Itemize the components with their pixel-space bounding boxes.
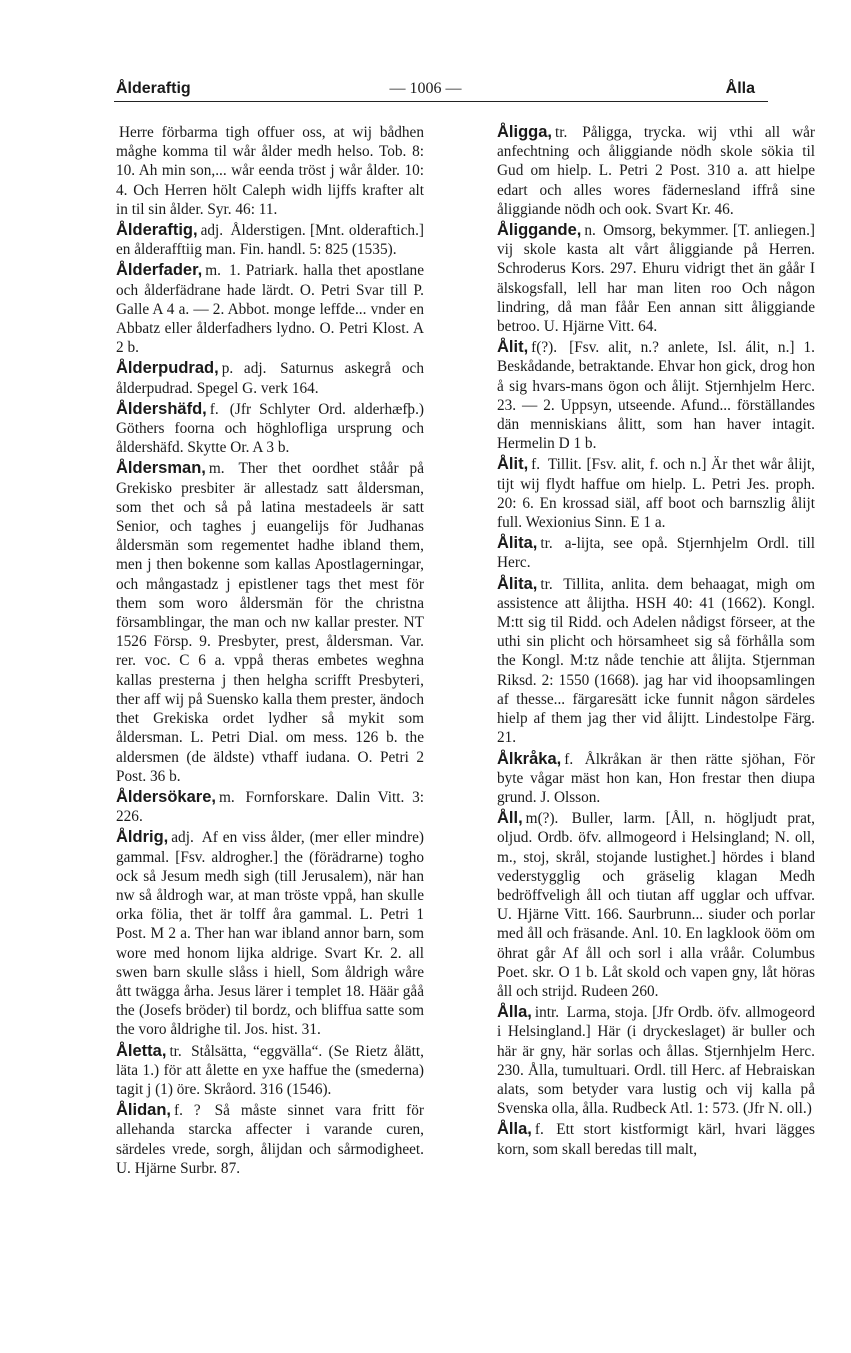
entry-headword: Åldrig,	[116, 828, 169, 847]
entry-grammar: f. ?	[174, 1102, 201, 1120]
entry-text: Fornforskare. Dalin Vitt. 3: 226.	[116, 788, 424, 826]
entry-grammar: tr.	[540, 535, 553, 553]
running-head-left: Ålderaftig	[116, 80, 191, 97]
entry-text: (Jfr Schlyter Ord. alderhæfþ.) Göthers foorna och höghlofliga ursprung och åldershäfd. Skytte Or. A 3 b.	[116, 400, 424, 457]
entry	[497, 123, 815, 219]
entry	[497, 534, 815, 572]
entry-headword: Ålita,	[497, 574, 538, 593]
entry-grammar: adj.	[171, 829, 194, 847]
entry-text: Tillita, anlita. dem behaagat, migh om assistence att ålijtha. HSH 40: 41 (1662). Kongl. M:tt sig til Ridd. och Adelen nådigst förseer, at the uthi sin plicht och hörsamheet sig så förhålla som the Kongl. M:tz nåde tenchie att ålijta. Stjernman Riksd. 2: 1550 (1668). jag har vid ihoopsamlingen af thesse... färgaresätt icke funnit någon särdeles hielp af them jag ther vid ålijtt. Lindestolpe Färg. 21.	[497, 575, 815, 747]
entry-grammar: f.	[564, 750, 574, 768]
entry	[497, 575, 815, 748]
entry	[116, 261, 424, 357]
entry-text: Ålkråkan är then rätte sjöhan, För byte vågar mäst hon kan, Hon frestar then diupa grund. J. Olsson.	[497, 750, 815, 806]
entry-text: Ålderstigen. [Mnt. olderaftich.] en ålderafftiig man. Fin. handl. 5: 825 (1535).	[116, 222, 424, 259]
entry-text: Tillit. [Fsv. alit, f. och n.] Är thet wår ålijt, tijt wij flydt haffue om hielp. L. Petri Jes. proph. 20: 6. En krossad siäl, aff boot och barnszlig ålijt full. Wexionius Sinn. E 1 a.	[497, 456, 816, 532]
entry-text: 1. Patriark. halla thet apostlane och ålderfädrane hade lärdt. O. Petri Svar till P. Galle A 4 a. — 2. Abbot. monge leffde... vnder en Abbatz eller ålderfadhers lydno. O. Petri Klost. A 2 b.	[116, 262, 424, 357]
entry-text: Stålsätta, “eggvälla“. (Se Rietz ålätt, läta 1.) för att ålette en yxe haffue the (smederna) tagit j (1) öre. Skråord. 316 (1546).	[116, 1042, 424, 1098]
entry-headword: Åletta,	[116, 1041, 167, 1060]
entry-grammar: tr.	[169, 1042, 182, 1060]
entry-headword: Åldersökare,	[116, 787, 216, 806]
entry-text: Omsorg, bekymmer. [T. anliegen.] vij skole kasta alt vårt åliggiande på Herren. Schroderus Kors. 297. Ehuru vidrigt thet än gåår I älskogsfall, lell har man liten roo Och någon lindring, då man fåår Een annan sitt åliggiande betroo. U. Hjärne Vitt. 64.	[497, 222, 815, 336]
entry-headword: Ålla,	[497, 1120, 532, 1139]
entry-headword: Åldershäfd,	[116, 399, 207, 418]
entry	[497, 455, 815, 532]
entry	[497, 338, 815, 453]
entry	[497, 750, 815, 808]
entry-headword: Ålla,	[497, 1003, 532, 1022]
entry-grammar: intr.	[534, 1004, 560, 1022]
right-column	[497, 123, 815, 1161]
header-rule	[114, 101, 768, 102]
entry-text: Af en viss ålder, (mer eller mindre) gammal. [Fsv. aldrogher.] the (förädrarne) togho ock så Jesum medh sigh (till Jerusalem), när han nw så åldrogh war, at man tröste vppå, han skulle orka fölia, thet är tolff åra gammal. L. Petri 1 Post. M 2 a. Ther han war ibland annor barn, som wore med honom lijka aldrige. Svart Kr. 2. all swen barn skulle slåss i hiell, Som åldrigh wåre ått twägga årha. Jesus lärer i templet 18. Häär gåå the (Josefs bröder) til bordz, och bliffua satte som the voro åldrighe til. Jos. hist. 31.	[116, 829, 424, 1039]
entry-headword: Ålderaftig,	[116, 221, 198, 240]
entry-text: a-lijta, see opå. Stjernhjelm Ordl. till Herc.	[497, 535, 815, 572]
entry-grammar: tr.	[540, 575, 553, 593]
entry	[116, 1042, 424, 1100]
entry-headword: Ålit,	[497, 338, 529, 357]
left-column	[116, 123, 424, 1180]
entry	[497, 221, 815, 336]
entry-grammar: f.	[209, 400, 219, 418]
entry-headword: Ålkråka,	[497, 749, 562, 768]
entry	[497, 1003, 815, 1118]
entry-grammar: p. adj.	[221, 360, 267, 378]
entry-headword: Ålit,	[497, 455, 529, 474]
entry-text: Så måste sinnet vara fritt för allehanda starcka affecter i varande curen, särdeles vrede, sorgh, ålijdan och sårmodigheet. U. Hjärne Surbr. 87.	[116, 1102, 424, 1177]
entry-headword: Ålderfader,	[116, 261, 203, 280]
entry-grammar: m.	[218, 788, 235, 806]
entry	[116, 1101, 424, 1178]
entry-grammar: m(?).	[525, 810, 559, 828]
entry-grammar: n.	[584, 222, 596, 240]
entry-grammar: f.	[531, 456, 541, 474]
entry-headword: Ålderpudrad,	[116, 359, 219, 378]
entry-grammar: adj.	[200, 222, 224, 240]
entry-text: Saturnus askegrå och ålderpudrad. Spegel G. verk 164.	[116, 360, 424, 397]
entry-grammar: f.	[534, 1121, 544, 1139]
entry	[116, 359, 424, 397]
entry-text: Ett stort kistformigt kärl, hvari lägges korn, som skall beredas till malt,	[497, 1121, 815, 1158]
entry-grammar: f(?).	[531, 339, 558, 357]
entry-text: [Fsv. alit, n.? anlete, Isl. álit, n.] 1. Beskådande, betraktande. Ehvar hon gick, drog hon å sig hvars-mans ögon och ålijt. Stjernhjelm Herc. 23. — 2. Uppsyn, utseende. Afund... förställandes dän menniskians ålitt, som han haver intagit. Hermelin D 1 b.	[497, 339, 816, 453]
entry	[116, 400, 424, 458]
entry	[497, 1120, 815, 1158]
entry	[116, 221, 424, 259]
entry-text: Buller, larm. [Åll, n. högljudt prat, oljud. Ordb. öfv. allmogeord i Helsingland; N. oll, m., stoj, skrål, stojande lustighet.] hördes i bland vederstygglig och gräselig klagan Medh bedröffveligh åll och tiutan aff ugglar och uffvar. U. Hjärne Vitt. 166. Saurbrunn... siuder och porlar med åll och fräsande. Anl. 10. En lagklook ööm om öhrat går Af åll och sorl i alla vråår. Columbus Poet. skr. O 1 b. Låt skold och vapen gny, låt höras åll och strijd. Rudeen 260.	[497, 810, 815, 1000]
running-head-right: Ålla	[725, 80, 755, 97]
entry	[116, 123, 424, 219]
entry-headword: Ålita,	[497, 534, 538, 553]
entry	[116, 459, 424, 785]
entry	[497, 809, 815, 1001]
entry-text: Ther thet oordhet ståår på Grekisko presbiter är allestadz satt åldersman, som thet och så på latina mestadeels är satt Senior, och taghes j euangelijs för Judhanas åldersmän som regementet hadhe ibland them, men j then bokenne som kallas Apostlagerningar, och mångastadz j epistlener tags thet mest för them som woro åldersmän för the christna församblingar, the man och nw kallar prester. NT 1526 Försp. 9. Presbyter, prest, åldersman. Var. rer. voc. C 6 a. vppå theras embetes weghna kallas presterna j then helgha scrifft Presbyteri, ther aff wij på Suensko kalla them prester, ändoch thet Grekiska ordet lydher så mykit som åldersman. L. Petri Dial. om mess. 126 b. the aldersmen (de äldste) vthaff iudana. O. Petri 2 Post. 36 b.	[116, 460, 424, 785]
entry-grammar: m.	[208, 460, 225, 478]
entry-grammar: m.	[205, 262, 221, 280]
entry-text: Herre förbarma tigh offuer oss, at wij bådhen måghe komma til wår ålder medh helso. Tob. 8: 10. Ah min son,... wår eenda tröst j wår ålder. 10: 4. Och Herren hölt Caleph widh lijffs krafter alt in til sin ålder. Syr. 46: 11.	[116, 124, 424, 218]
entry	[116, 788, 424, 826]
entry-text: Påligga, trycka. wij vthi all wår anfechtning och åliggiande nödh skole sökia til Gud om hielp. L. Petri 2 Post. 310 a. att hielpe edart och alles wores fädernesland iffrå sine åliggiande nödh och ook. Svart Kr. 46.	[497, 124, 815, 218]
entry-headword: Ålidan,	[116, 1101, 172, 1120]
entry	[116, 828, 424, 1039]
entry-grammar: tr.	[555, 124, 568, 141]
entry-headword: Åligga,	[497, 123, 553, 141]
entry-headword: Åldersman,	[116, 459, 206, 478]
entry-headword: Åll,	[497, 809, 523, 828]
page-number: — 1006 —	[389, 80, 462, 97]
entry-text: Larma, stoja. [Jfr Ordb. öfv. allmogeord i Helsingland.] Här (i dryckeslaget) är buller och här är gny, här sorlas och ållas. Stjernhjelm Herc. 230. Ålla, tumultuari. Ordl. till Herc. af Hebraiskan alats, som betyder vara lustig och vij kalla på Svenska olla, ålla. Rudbeck Atl. 1: 573. (Jfr N. oll.)	[497, 1004, 815, 1118]
entry-headword: Åliggande,	[497, 221, 582, 240]
